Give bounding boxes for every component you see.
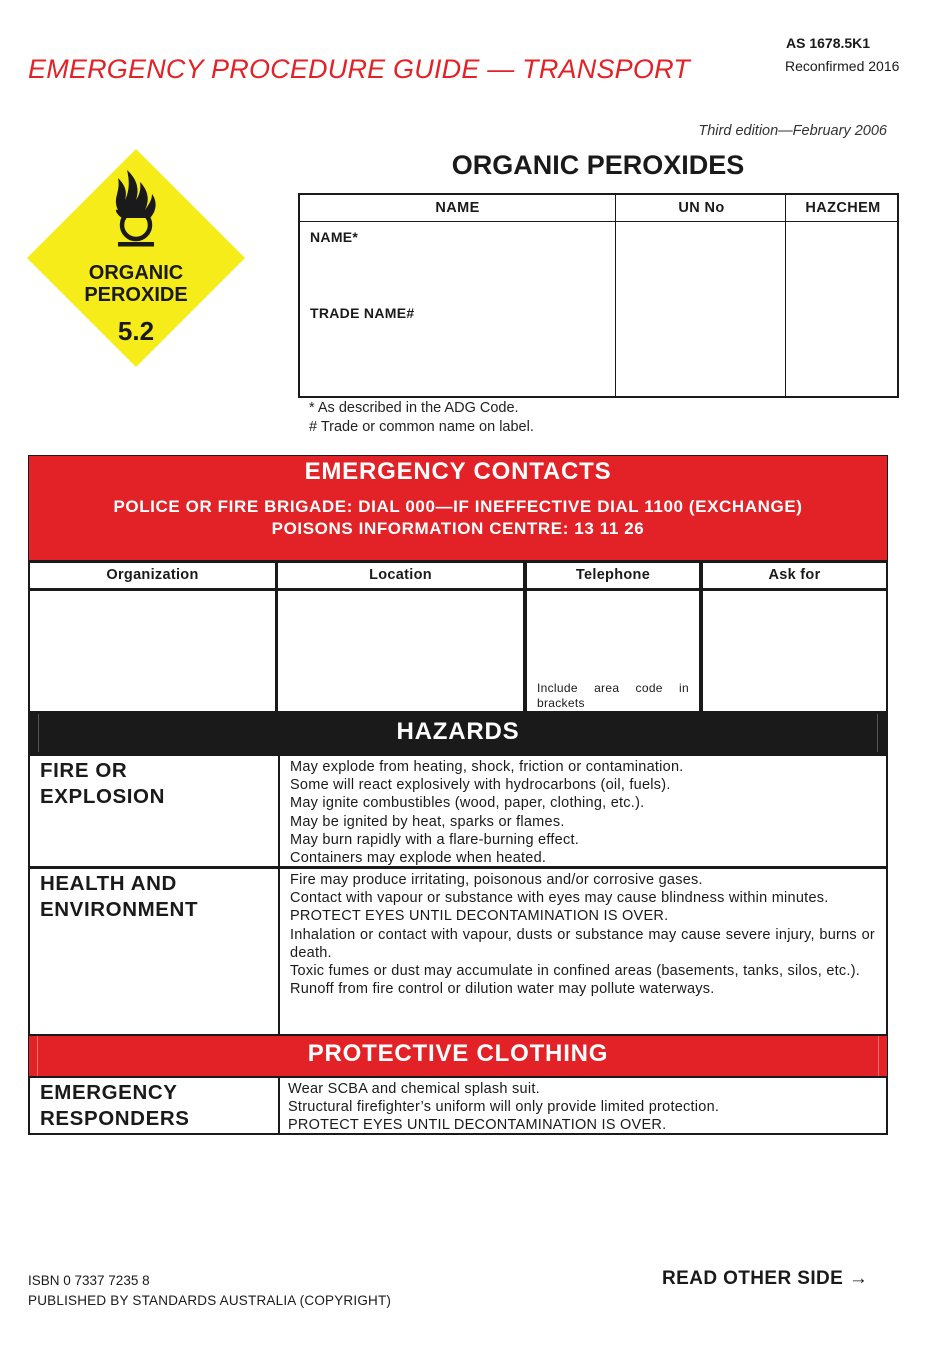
hazchem-column-header: HAZCHEM [805, 200, 881, 216]
protective-clothing-title: PROTECTIVE CLOTHING [307, 1040, 609, 1067]
read-other-side-link[interactable]: READ OTHER SIDE → [662, 1268, 869, 1289]
document-title: EMERGENCY PROCEDURE GUIDE — TRANSPORT [28, 54, 690, 84]
emergency-responders-row [28, 1076, 888, 1135]
hazards-title: HAZARDS [396, 718, 520, 745]
fire-explosion-label: FIRE OR EXPLOSION [30, 756, 280, 866]
emergency-contacts-banner [28, 455, 888, 561]
name-column-header: NAME [435, 200, 480, 216]
edition-note: Third edition—February 2006 [698, 123, 887, 139]
trade-name-field-label: TRADE NAME# [310, 305, 415, 321]
location-column-header: Location [276, 561, 525, 590]
table-divider [615, 195, 616, 396]
police-fire-line: POLICE OR FIRE BRIGADE: DIAL 000—IF INEFFECTIVE DIAL 1100 (EXCHANGE) [113, 497, 803, 516]
emergency-contacts-title: EMERGENCY CONTACTS [304, 458, 612, 485]
fire-explosion-text: May explode from heating, shock, friction or contamination. Some will react explosively with hydrocarbons (oil, fuels). May ignite combustibles (wood, paper, clothing, etc.). May be ignited by heat, sparks or flames. May burn rapidly with a flare-burning effect. Containers may explode when heated. [290, 759, 684, 867]
fire-explosion-row [28, 754, 888, 868]
reconfirmed-date: Reconfirmed 2016 [785, 58, 900, 74]
placard-line2: PEROXIDE [84, 284, 188, 306]
un-number-column-header: UN No [678, 200, 725, 216]
publisher-note: PUBLISHED BY STANDARDS AUSTRALIA (COPYRIGHT) [28, 1293, 392, 1308]
health-environment-text: Fire may produce irritating, poisonous and/or corrosive gases. Contact with vapour or substance with eyes may cause blindness within minutes. PROTECT EYES UNTIL DECONTAMINATION IS OVER. Inhalation or contact with vapour, dusts or substance may cause severe injury, burns or death. Toxic fumes or dust may accumulate in confined areas (basements, tanks, silos, etc.). Runoff from fire control or dilution water may pollute waterways. [290, 872, 875, 998]
table-divider [300, 221, 897, 222]
substance-name-table [298, 193, 899, 398]
standard-code: AS 1678.5K1 [786, 35, 871, 51]
placard-line1: ORGANIC [88, 262, 184, 284]
contacts-table [28, 561, 888, 713]
telephone-column-header: Telephone [525, 561, 701, 590]
ask-for-column-header: Ask for [701, 561, 888, 590]
footnote-trade-name: # Trade or common name on label. [309, 419, 534, 435]
table-divider [785, 195, 786, 396]
name-field-label: NAME* [310, 229, 359, 245]
organic-peroxide-placard [26, 148, 246, 368]
substance-class-title: ORGANIC PEROXIDES [451, 150, 745, 180]
health-environment-row [28, 867, 888, 1036]
health-environment-label: HEALTH AND ENVIRONMENT [30, 869, 280, 1034]
protective-clothing-section-bar [28, 1035, 888, 1077]
location-cell [276, 589, 525, 713]
poisons-centre-line: POISONS INFORMATION CENTRE: 13 11 26 [271, 519, 645, 538]
organization-column-header: Organization [28, 561, 277, 590]
placard-class-number: 5.2 [117, 316, 155, 346]
organization-cell [28, 589, 277, 713]
emergency-responders-label: EMERGENCY RESPONDERS [30, 1078, 280, 1133]
ask-for-cell [701, 589, 888, 713]
telephone-note: Include area code in brackets [537, 681, 689, 710]
footnote-adg-code: * As described in the ADG Code. [309, 400, 519, 416]
hazards-section-bar [28, 712, 888, 754]
telephone-cell [525, 589, 701, 713]
isbn: ISBN 0 7337 7235 8 [28, 1273, 150, 1288]
emergency-responders-text: Wear SCBA and chemical splash suit. Structural firefighter’s uniform will only provide limited protection. PROTECT EYES UNTIL DECONTAMINATION IS OVER. [288, 1081, 720, 1134]
